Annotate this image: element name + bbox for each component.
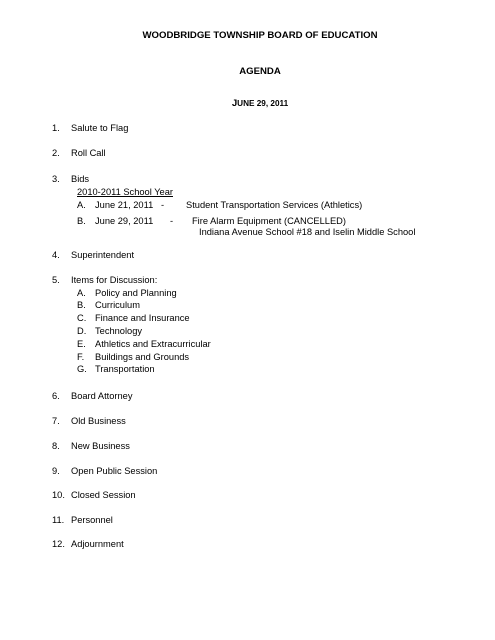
discussion-letter: C. <box>77 313 87 323</box>
discussion-item: Curriculum <box>95 300 140 310</box>
discussion-letter: G. <box>77 364 87 374</box>
item-label: Open Public Session <box>71 466 158 476</box>
item-label: Board Attorney <box>71 391 133 401</box>
item-label: Adjournment <box>71 539 124 549</box>
item-label: Old Business <box>71 416 126 426</box>
discussion-letter: B. <box>77 300 86 310</box>
meeting-date-rest: UNE 29, 2011 <box>237 99 289 108</box>
discussion-letter: E. <box>77 339 86 349</box>
discussion-item: Athletics and Extracurricular <box>95 339 211 349</box>
item-label: Salute to Flag <box>71 123 129 133</box>
item-number: 1. <box>52 123 60 133</box>
item-number: 7. <box>52 416 60 426</box>
item-label: Bids <box>71 174 90 184</box>
discussion-item: Policy and Planning <box>95 288 177 298</box>
item-label: Closed Session <box>71 490 136 500</box>
bid-dash: - <box>161 200 165 210</box>
discussion-item: Buildings and Grounds <box>95 352 190 362</box>
bid-letter: A. <box>77 200 86 210</box>
meeting-date-initial: J <box>231 98 238 109</box>
item-number: 6. <box>52 391 60 401</box>
discussion-item: Finance and Insurance <box>95 313 190 323</box>
item-label: New Business <box>71 441 130 451</box>
item-number: 5. <box>52 275 60 285</box>
item-number: 2. <box>52 148 60 158</box>
item-label: Roll Call <box>71 148 106 158</box>
item-number: 11. <box>52 515 65 525</box>
discussion-item: Technology <box>95 326 143 336</box>
bid-description: Student Transportation Services (Athletics) <box>186 200 363 210</box>
bid-date: June 29, 2011 <box>95 216 154 226</box>
bid-dash: - <box>170 216 174 226</box>
bid-description: Fire Alarm Equipment (CANCELLED) <box>192 216 346 226</box>
item-number: 9. <box>52 466 60 476</box>
item-label: Personnel <box>71 515 113 525</box>
document-title: WOODBRIDGE TOWNSHIP BOARD OF EDUCATION <box>142 30 378 41</box>
bid-date: June 21, 2011 <box>95 200 154 210</box>
discussion-letter: A. <box>77 288 86 298</box>
bids-year-heading: 2010-2011 School Year <box>77 187 173 197</box>
item-number: 12. <box>52 539 65 549</box>
discussion-item: Transportation <box>95 364 155 374</box>
discussion-letter: D. <box>77 326 87 336</box>
item-number: 4. <box>52 250 60 260</box>
bid-detail: Indiana Avenue School #18 and Iselin Middle School <box>199 227 416 237</box>
document-subtitle: AGENDA <box>239 66 281 77</box>
item-label: Items for Discussion: <box>71 275 158 285</box>
item-number: 8. <box>52 441 60 451</box>
item-number: 10. <box>52 490 65 500</box>
item-number: 3. <box>52 174 60 184</box>
meeting-date <box>0 99 495 109</box>
item-label: Superintendent <box>71 250 135 260</box>
bid-letter: B. <box>77 216 86 226</box>
discussion-letter: F. <box>77 352 85 362</box>
